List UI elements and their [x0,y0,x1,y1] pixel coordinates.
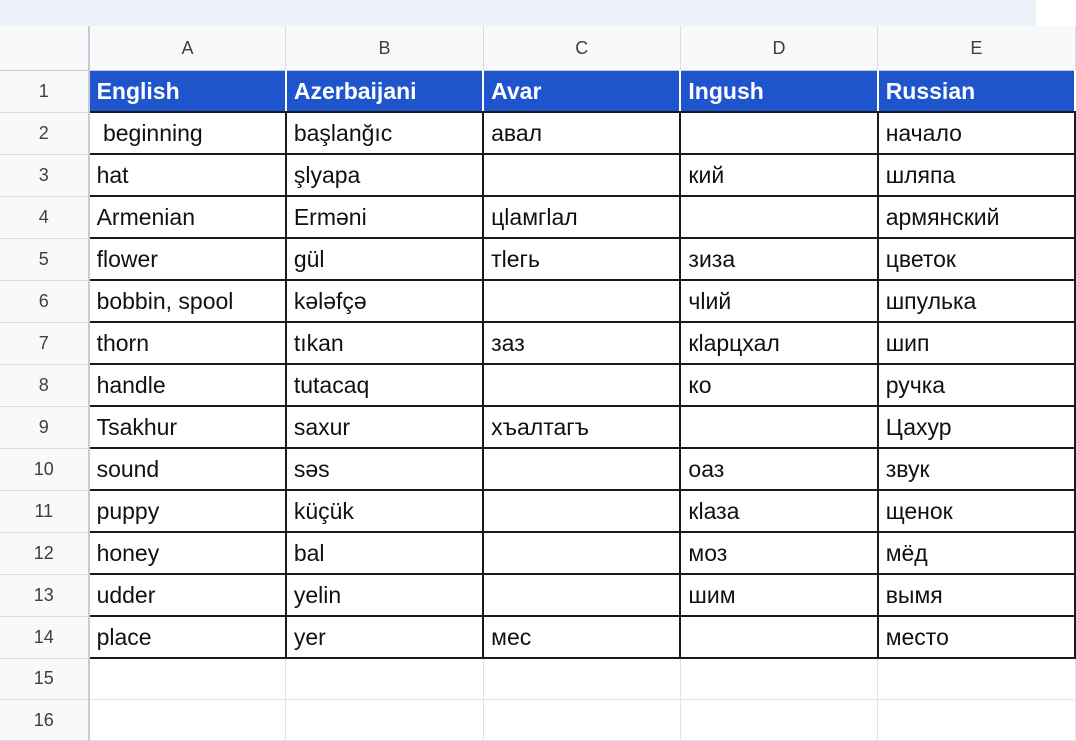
cell-b11[interactable]: küçük [286,490,483,532]
table-row [0,154,1075,196]
cell-c9[interactable]: хъалтагъ [483,406,680,448]
table-row [0,490,1075,532]
table-row [0,532,1075,574]
row-header-7[interactable]: 7 [0,322,89,364]
cell-a1[interactable]: English [89,71,286,113]
cell-e12[interactable]: мёд [878,532,1075,574]
cell-e3[interactable]: шляпа [878,154,1075,196]
cell-b5[interactable]: gül [286,238,483,280]
select-all-corner[interactable] [0,26,89,71]
cell-c10[interactable] [483,448,680,490]
row-header-16[interactable]: 16 [0,700,89,741]
cell-b4[interactable]: Erməni [286,196,483,238]
cell-a6[interactable]: bobbin, spool [89,280,286,322]
cell-d10[interactable]: оаз [680,448,877,490]
cell-b8[interactable]: tutacaq [286,364,483,406]
table-row [0,322,1075,364]
spreadsheet-grid[interactable] [0,26,1036,730]
cell-d8[interactable]: ко [680,364,877,406]
cell-d11[interactable]: кlаза [680,490,877,532]
table-row [0,280,1075,322]
cell-a9[interactable]: Tsakhur [89,406,286,448]
row-header-6[interactable]: 6 [0,280,89,322]
cell-a13[interactable]: udder [89,574,286,616]
table-row [0,406,1075,448]
cell-c7[interactable]: заз [483,322,680,364]
row-header-3[interactable]: 3 [0,154,89,196]
column-header-b[interactable]: B [286,26,483,71]
cell-d6[interactable]: чlий [680,280,877,322]
cell-e11[interactable]: щенок [878,490,1075,532]
cell-c13[interactable] [483,574,680,616]
cell-c5[interactable]: тlегь [483,238,680,280]
cell-d2[interactable] [680,112,877,154]
cell-c16[interactable] [483,700,680,741]
cell-a4[interactable]: Armenian [89,196,286,238]
cell-b15[interactable] [286,658,483,700]
cell-a14[interactable]: place [89,616,286,658]
cell-e4[interactable]: армянский [878,196,1075,238]
cell-d9[interactable] [680,406,877,448]
cell-a11[interactable]: puppy [89,490,286,532]
column-header-e[interactable]: E [878,26,1075,71]
cell-e1[interactable]: Russian [878,71,1075,113]
cell-d1[interactable]: Ingush [680,71,877,113]
column-header-d[interactable]: D [680,26,877,71]
table-row [0,574,1075,616]
table-row [0,658,1075,700]
cell-c12[interactable] [483,532,680,574]
table-row [0,196,1075,238]
row-header-2[interactable]: 2 [0,112,89,154]
row-header-10[interactable]: 10 [0,448,89,490]
table-row [0,364,1075,406]
cell-d16[interactable] [680,700,877,741]
table-row [0,700,1075,741]
cell-a8[interactable]: handle [89,364,286,406]
table-row [0,448,1075,490]
cell-e15[interactable] [878,658,1075,700]
cell-c15[interactable] [483,658,680,700]
cell-b16[interactable] [286,700,483,741]
column-header-c[interactable]: C [483,26,680,71]
cell-d15[interactable] [680,658,877,700]
cell-e14[interactable]: место [878,616,1075,658]
cell-b1[interactable]: Azerbaijani [286,71,483,113]
cell-b6[interactable]: kələfçə [286,280,483,322]
cell-e16[interactable] [878,700,1075,741]
cell-a12[interactable]: honey [89,532,286,574]
cell-b10[interactable]: səs [286,448,483,490]
row-header-15[interactable]: 15 [0,658,89,700]
header-row [0,71,1075,113]
cell-e7[interactable]: шип [878,322,1075,364]
cell-d13[interactable]: шим [680,574,877,616]
row-header-14[interactable]: 14 [0,616,89,658]
cell-b3[interactable]: şlyapa [286,154,483,196]
cell-e13[interactable]: вымя [878,574,1075,616]
cell-b14[interactable]: yer [286,616,483,658]
cell-e5[interactable]: цветок [878,238,1075,280]
cell-a7[interactable]: thorn [89,322,286,364]
cell-b9[interactable]: saxur [286,406,483,448]
cell-a16[interactable] [89,700,286,741]
cell-c4[interactable]: цlамгlал [483,196,680,238]
table-row [0,112,1075,154]
cell-b12[interactable]: bal [286,532,483,574]
cell-c11[interactable] [483,490,680,532]
cell-a10[interactable]: sound [89,448,286,490]
cell-a15[interactable] [89,658,286,700]
table-row [0,238,1075,280]
cell-b2[interactable]: başlanğıc [286,112,483,154]
cell-d14[interactable] [680,616,877,658]
row-header-11[interactable]: 11 [0,490,89,532]
column-header-row [0,26,1075,71]
cell-b7[interactable]: tıkan [286,322,483,364]
row-header-8[interactable]: 8 [0,364,89,406]
cell-d3[interactable]: кий [680,154,877,196]
toolbar-band [0,0,1036,26]
cell-e9[interactable]: Цахур [878,406,1075,448]
table-row [0,616,1075,658]
cell-e2[interactable]: начало [878,112,1075,154]
cell-c3[interactable] [483,154,680,196]
row-header-12[interactable]: 12 [0,532,89,574]
cell-e6[interactable]: шпулька [878,280,1075,322]
cell-c6[interactable] [483,280,680,322]
cell-a3[interactable]: hat [89,154,286,196]
column-header-a[interactable]: A [89,26,286,71]
cell-b13[interactable]: yelin [286,574,483,616]
cell-e10[interactable]: звук [878,448,1075,490]
cell-c1[interactable]: Avar [483,71,680,113]
sheet-table [0,26,1076,741]
row-header-4[interactable]: 4 [0,196,89,238]
cell-a2[interactable]: beginning [89,112,286,154]
cell-e8[interactable]: ручка [878,364,1075,406]
cell-c8[interactable] [483,364,680,406]
cell-d4[interactable] [680,196,877,238]
row-header-9[interactable]: 9 [0,406,89,448]
cell-d7[interactable]: кlарцхал [680,322,877,364]
row-header-5[interactable]: 5 [0,238,89,280]
cell-c2[interactable]: авал [483,112,680,154]
row-header-13[interactable]: 13 [0,574,89,616]
cell-c14[interactable]: мес [483,616,680,658]
row-header-1[interactable]: 1 [0,71,89,113]
cell-a5[interactable]: flower [89,238,286,280]
cell-d12[interactable]: моз [680,532,877,574]
cell-d5[interactable]: зиза [680,238,877,280]
